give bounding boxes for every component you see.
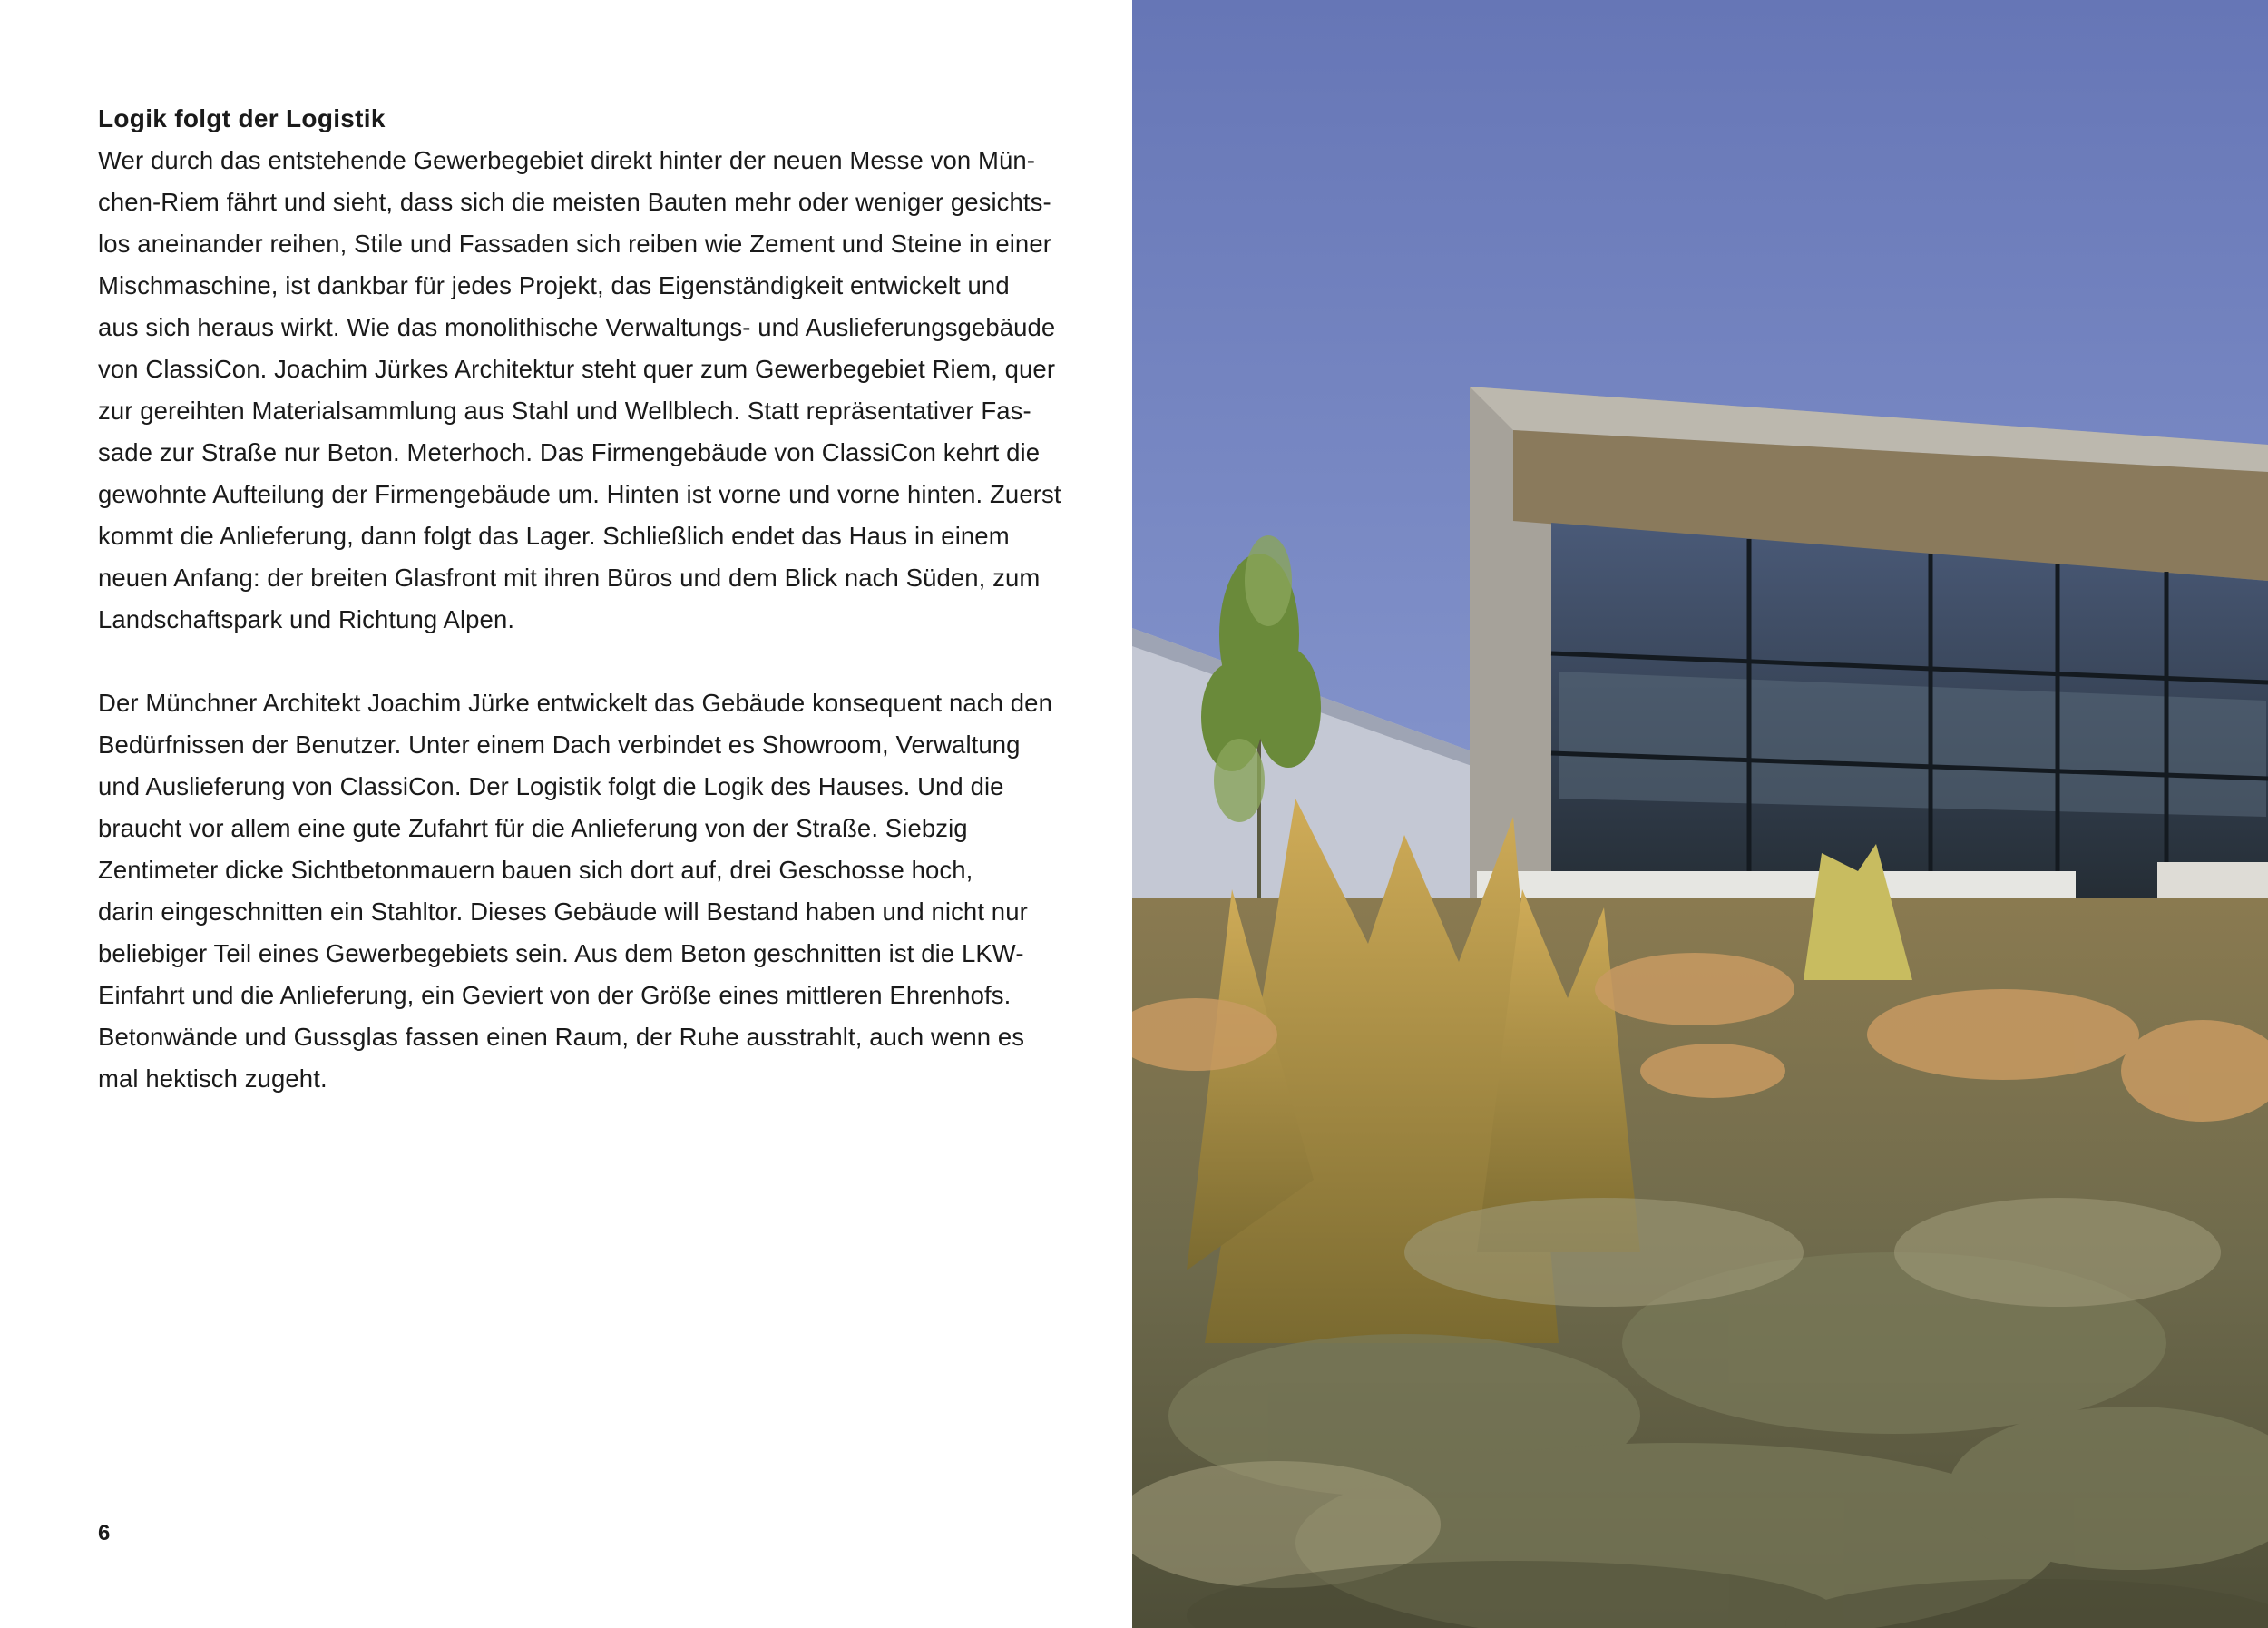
text-line: Landschaftspark und Richtung Alpen. [98, 605, 515, 633]
text-line: chen-Riem fährt und sieht, dass sich die meisten Bauten mehr oder weniger gesichts- [98, 188, 1051, 216]
article [98, 98, 1060, 1100]
text-line: beliebiger Teil eines Gewerbegebiets sein. Aus dem Beton geschnitten ist die LKW- [98, 939, 1024, 967]
text-line: und Auslieferung von ClassiCon. Der Logistik folgt die Logik des Hauses. Und die [98, 772, 1004, 800]
article-heading: Logik folgt der Logistik [98, 104, 386, 132]
text-line: Einfahrt und die Anlieferung, ein Geviert von der Größe eines mittleren Ehrenhofs. [98, 981, 1012, 1009]
text-line: kommt die Anlieferung, dann folgt das Lager. Schließlich endet das Haus in einem [98, 522, 1010, 550]
text-line: Mischmaschine, ist dankbar für jedes Projekt, das Eigenständigkeit entwickelt und [98, 271, 1010, 299]
paragraph-1 [98, 140, 1060, 641]
text-line: von ClassiCon. Joachim Jürkes Architektur steht quer zum Gewerbegebiet Riem, quer [98, 355, 1056, 383]
text-line: los aneinander reihen, Stile und Fassaden sich reiben wie Zement und Steine in einer [98, 230, 1051, 258]
text-line: mal hektisch zugeht. [98, 1064, 327, 1093]
text-line: Der Münchner Architekt Joachim Jürke entwickelt das Gebäude konsequent nach den [98, 689, 1052, 717]
paragraph-2 [98, 682, 1060, 1100]
text-line: Betonwände und Gussglas fassen einen Raum, der Ruhe ausstrahlt, auch wenn es [98, 1023, 1025, 1051]
text-line: darin eingeschnitten ein Stahltor. Dieses Gebäude will Bestand haben und nicht nur [98, 897, 1028, 926]
text-line: Zentimeter dicke Sichtbetonmauern bauen sich dort auf, drei Geschosse hoch, [98, 856, 973, 884]
text-page [0, 0, 1132, 1628]
text-line: neuen Anfang: der breiten Glasfront mit ihren Büros und dem Blick nach Süden, zum [98, 564, 1041, 592]
text-line: zur gereihten Materialsammlung aus Stahl und Wellblech. Statt repräsentativer Fas- [98, 397, 1031, 425]
text-line: Wer durch das entstehende Gewerbegebiet direkt hinter der neuen Messe von Mün- [98, 146, 1036, 174]
text-line: Bedürfnissen der Benutzer. Unter einem Dach verbindet es Showroom, Verwaltung [98, 731, 1021, 759]
building-photo [1132, 0, 2268, 1628]
text-line: gewohnte Aufteilung der Firmengebäude um. Hinten ist vorne und vorne hinten. Zuerst [98, 480, 1061, 508]
page-number: 6 [98, 1521, 111, 1545]
text-line: aus sich heraus wirkt. Wie das monolithische Verwaltungs- und Auslieferungsgebäude [98, 313, 1056, 341]
text-line: sade zur Straße nur Beton. Meterhoch. Das Firmengebäude von ClassiCon kehrt die [98, 438, 1041, 466]
text-line: braucht vor allem eine gute Zufahrt für die Anlieferung von der Straße. Siebzig [98, 814, 968, 842]
